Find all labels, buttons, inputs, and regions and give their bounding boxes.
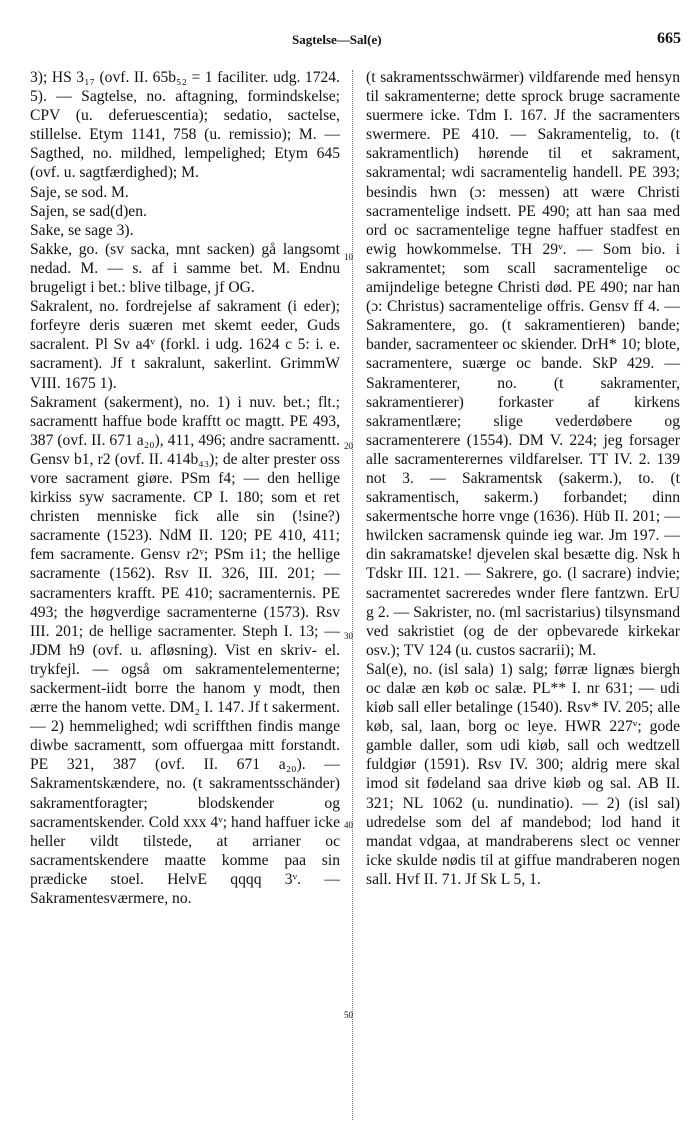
page-number: 665 xyxy=(657,30,681,47)
page-header xyxy=(0,28,695,52)
entry-sakralent: Sakralent, no. fordrejelse af sakrament (i eder); forfeyre deris suæren met skemt eeder, Guds sacralent. Pl Sv a4ᵛ (forkl. i udg. 1624 c 5: i. e. sacrament). Jf t sakralunt, sakerlint. GrimmW VIII. 1675 1). xyxy=(30,298,340,392)
entry-sale: Sal(e), no. (isl sala) 1) salg; førræ lignæs biergh oc dalæ æn køb oc salæ. PL** I. nr 631; — udi kiøb sall eller betalinge (1540). Rsv* IV. 205; alle køb, sal, laan, borg oc leye. HWR 227ᵛ; gode gamble daller, som udi kiøb, sall och wedtzell fuldgiør (1591). Rsv IV. 300; aldrig mere skal imod sit fødeland saa drive kiøb og sal. AB II. 321; NL 1062 (u. nundinatio). — 2) (isl sal) udredelse som del af mandebod; lod hand it mandat vdgaa, at mandraberens slect oc venner icke skulde nødis til at giffue mandraberen nogen sall. Hvf II. 71. Jf Sk L 5, 1. xyxy=(366,660,680,888)
line-number-50: 50 xyxy=(344,1010,353,1020)
running-head: Sagtelse—Sal(e) xyxy=(292,32,382,47)
right-column xyxy=(366,68,680,889)
line-number-40: 40 xyxy=(344,820,353,830)
entry-sagtelse: 3); HS 3₁₇ (ovf. II. 65b₅₂ = 1 faciliter. udg. 1724. 5). — Sagtelse, no. aftagning, formindskelse; CPV (u. deferuescentia); sedatio, sactelse, stillelse. Etym 1141, 758 (u. remissio); M. — Sagthed, no. mildhed, lempelighed; Etym 645 (ovf. u. sagtfærdighed); M. xyxy=(30,69,340,182)
line-number-10: 10 xyxy=(344,252,353,262)
left-column xyxy=(30,68,340,908)
entry-sajen: Sajen, se sad(d)en. xyxy=(30,202,147,220)
entry-sake: Sake, se sage 3). xyxy=(30,221,134,239)
entry-saje: Saje, se sod. M. xyxy=(30,183,129,201)
entry-sakke: Sakke, go. (sv sacka, mnt sacken) gå langsomt nedad. M. — s. af i samme bet. M. Endnu brugeligt i bet.: blive tilbage, jf OG. xyxy=(30,240,340,297)
line-number-20: 20 xyxy=(344,441,353,451)
entry-sakrament: Sakrament (sakerment), no. 1) i nuv. bet.; flt.; sacramentt haffue bode krafftt oc magtt. PE 493, 387 (ovf. II. 671 a₂₀), 411, 496; andre sacramentt. Gensv b1, r2 (ovf. II. 414b₄₃); de alter prester oss vore sacrament giøre. PSm f4; — den hellige kirkiss syw sacramente. CP I. 180; som et ret christen menniske fick alle sin (!sine?) sacramente (1523). NdM II. 120; PE 410, 411; fem sacramente. Gensv r2ᵛ; PSm i1; the hellige sacramente (1562). Rsv II. 326, III. 201; — sacramenters krafft. PE 410; sacramenternis. PE 493; the høgverdige sacramenterne (1573). Rsv III. 201; de hellige sacramenter. Steph I. 13; — JDM h9 (ovf. u. afløsning). Vist en skriv- el. trykfejl. — også om sakramentelementerne; sackerment-iidt borre the hanom y modt, then ærre the hanom vette. DM₂ I. 147. Jf t sakerment. — 2) hemmelighed; wdi scriffthen findis mange diwbe sacramentt, som offuergaa mitt forstandt. PE 321, 387 (ovf. II. 671 a₂₀). — Sakramentskændere, no. (t sakramentsschänder) sakramentforagter; blodskender og sacramentskender. Cold xxx 4ᵛ; hand haffuer icke heller vildt tilstede, at arrianer oc sacramentskendere maatte komme paa sin prædicke stoel. HelvE qqqq 3ᵛ. — Sakramentesværmere, no. xyxy=(30,393,340,908)
entry-sakramentesvaermere-cont: (t sakramentsschwärmer) vildfarende med hensyn til sakramenterne; dette sprock bruge sacramente suermere icke. Tdm I. 167. Jf the sacramenters swermere. PE 410. — Sakramentelig, to. (t sakramentlich) hørende til et sakrament, sakramental; wdi sacramentelig handell. PE 393; besindis hwn (ɔ: messen) att wære Christi sacramentelige indsett. PE 490; att han saa med ord oc sacramentelige tegne haffuer stadfest en ewig howkommelse. TH 29ᵛ. — Som bio. i sakramentet; som scall sacramentelige oc amijndelige betegne Christi død. PE 490; nar han (ɔ: Christus) sacramentelige offris. Gensv ff 4. — Sakramentere, go. (t sakramentieren) bande; bander, sacramenteer oc skiender. DrH* 10; blote, sacramentere, suærge oc bande. SkP 429. — Sakramenterer, no. (t sakramenter, sakramentierer) forkaster af kirkens sakramentlære; slige vederdøbere og sacramenterere (1554). DM V. 224; jeg forsager alle sacramenterernes vildfarelser. TT IV. 2. 139 not 3. — Sakramentsk (sakerm.), to. (t sakramentisch, sakerm.) forbandet; dinn sakermentsche horre vnge (1636). Hüb II. 201; — hwilcken sacramensk quinde ieg war. Jm 197. — din sakramatske! djevelen skal besætte dig. Nsk h Tdskr III. 121. — Sakrere, go. (l sacrare) indvie; sacramentet sacreredes wnder flere fantzwn. ErU g 2. — Sakrister, no. (ml sacristarius) tilsynsmand ved sakristiet (og de der opbevarede kirkekar osv.); TV 124 (u. custos sacrarii); M. xyxy=(366,69,680,659)
line-number-30: 30 xyxy=(344,631,353,641)
column-divider xyxy=(352,70,353,1120)
